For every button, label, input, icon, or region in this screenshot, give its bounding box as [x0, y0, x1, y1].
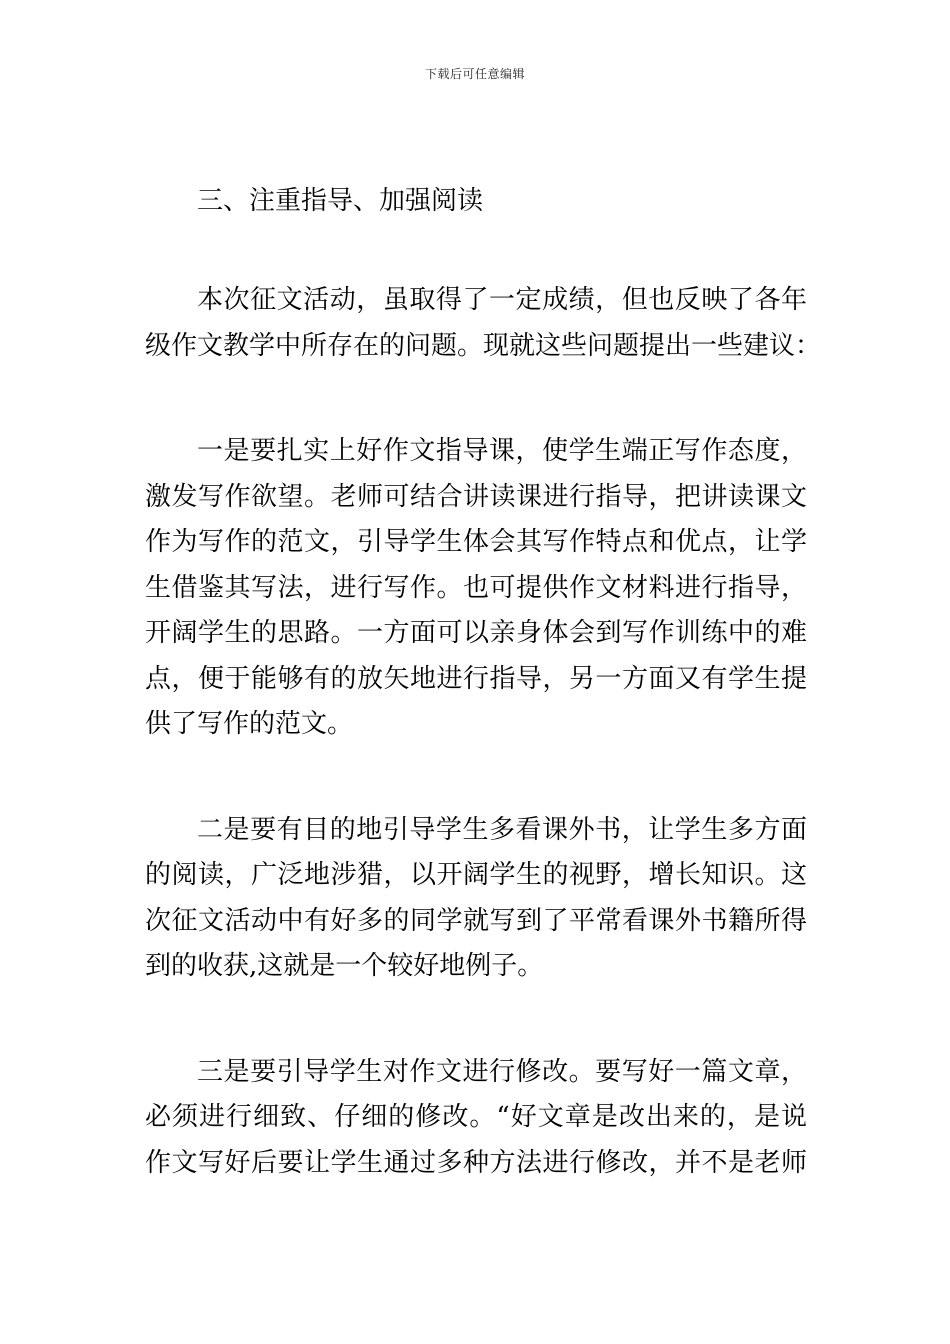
- spacer: [145, 748, 807, 808]
- paragraph-line: 二是要有目的地引导学生多看课外书，让学生多方面: [197, 814, 807, 845]
- paragraph-line: 必须进行细致、仔细的修改。“好文章是改出来的，是说: [145, 1102, 807, 1132]
- spacer: [145, 369, 807, 429]
- paragraph-suggestion-three: [145, 1050, 807, 1187]
- paragraph-line: 生借鉴其写法，进行写作。也可提供作文材料进行指导，: [145, 572, 807, 603]
- paragraph-line: 激发写作欲望。老师可结合讲读课进行指导，把讲读课文: [145, 481, 807, 512]
- paragraph-line: 级作文教学中所存在的问题。现就这些问题提出一些建议：: [145, 330, 822, 361]
- paragraph-line: 作为写作的范文，引导学生体会其写作特点和优点，让学: [145, 527, 807, 557]
- section-title: 三、注重指导、加强阅读: [197, 186, 484, 216]
- document-body: [145, 178, 822, 1186]
- paragraph-line: 到的收获,这就是一个较好地例子。: [145, 951, 544, 981]
- spacer: [145, 224, 807, 278]
- paragraph-line: 作文写好后要让学生通过多种方法进行修改，并不是老师: [145, 1147, 807, 1178]
- paragraph-line: 本次征文活动，虽取得了一定成绩，但也反映了各年: [197, 285, 807, 315]
- paragraph-line: 点，便于能够有的放矢地进行指导，另一方面又有学生提: [145, 663, 807, 694]
- paragraph-line: 一是要扎实上好作文指导课，使学生端正写作态度，: [197, 436, 807, 466]
- page-header: 下载后可任意编辑: [424, 67, 525, 81]
- paragraph-line: 三是要引导学生对作文进行修改。要写好一篇文章，: [197, 1056, 807, 1087]
- paragraph-intro: [145, 278, 822, 369]
- paragraph-suggestion-one: [145, 429, 807, 748]
- paragraph-line: 开阔学生的思路。一方面可以亲身体会到写作训练中的难: [145, 618, 807, 648]
- paragraph-suggestion-two: [145, 808, 807, 990]
- paragraph-line: 供了写作的范文。: [145, 709, 354, 739]
- paragraph-line: 的阅读，广泛地涉猎，以开阔学生的视野，增长知识。这: [145, 860, 807, 890]
- paragraph-line: 次征文活动中有好多的同学就写到了平常看课外书籍所得: [145, 905, 807, 936]
- spacer: [145, 990, 807, 1050]
